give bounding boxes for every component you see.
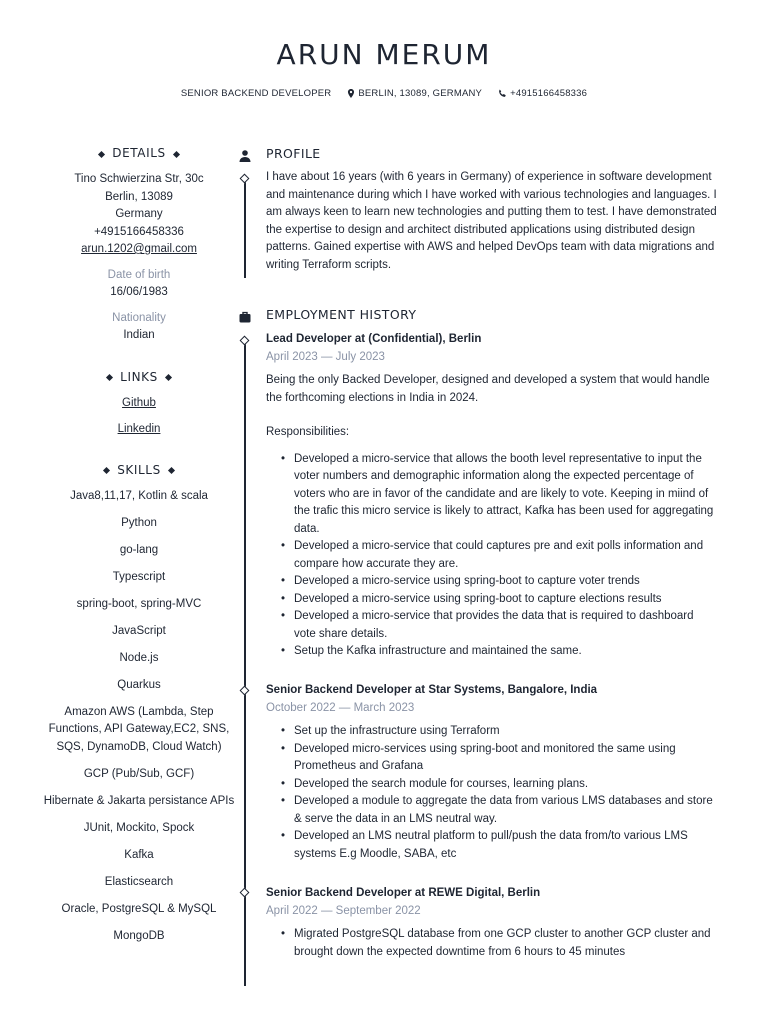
skill-item: GCP (Pub/Sub, GCF) (83, 767, 195, 780)
timeline-knot (240, 174, 250, 184)
skill-item: Node.js (119, 651, 159, 664)
person-icon (238, 149, 252, 163)
address-phone: +4915166458336 (94, 225, 184, 238)
phone (498, 88, 587, 99)
github-link[interactable]: Github (122, 396, 156, 409)
list-item: • Developed a micro-service that provides the data that is required to dashboard vote share details. (294, 608, 718, 643)
list-item: • Developed an LMS neutral platform to pull/push the data from/to various LMS systems E.g Moodle, SABA, etc (294, 828, 718, 863)
email-link[interactable]: arun.1202@gmail.com (81, 243, 197, 255)
skill-item: Amazon AWS (Lambda, Step Functions, API Gateway,EC2, SNS, SQS, DynamoDB, Cloud Watch) (48, 705, 230, 753)
nationality-label: Nationality (112, 311, 166, 324)
dob-label: Date of birth (107, 268, 171, 281)
employment-heading: EMPLOYMENT HISTORY (266, 307, 417, 322)
profile-heading: PROFILE (266, 146, 321, 161)
links-list (40, 395, 238, 439)
job-bullets (266, 926, 718, 961)
skill-item: Typescript (112, 570, 166, 583)
skill-item: Quarkus (117, 678, 161, 691)
job-entry (266, 885, 718, 961)
job-summary: Being the only Backed Developer, designed and developed a system that would handle the forthcoming elections in India in 2024. (266, 374, 710, 404)
details-heading-text: DETAILS (112, 146, 166, 161)
phone-icon (498, 89, 507, 98)
address-line: Tino Schwierzina Str, 30c (74, 173, 204, 185)
job-entry (266, 682, 718, 863)
job-dates: April 2023 — July 2023 (266, 350, 385, 363)
responsibilities-label: Responsibilities: (266, 426, 350, 438)
skill-item: JavaScript (112, 624, 166, 637)
job-bullets (266, 451, 718, 661)
skill-item: Elasticsearch (104, 875, 174, 888)
timeline-knot (240, 686, 250, 696)
skills-heading (40, 463, 238, 479)
job-dates: October 2022 — March 2023 (266, 701, 415, 714)
briefcase-icon (238, 310, 252, 324)
location (347, 88, 482, 99)
skill-item: Python (121, 516, 157, 529)
address-line: Berlin, 13089 (105, 190, 173, 203)
job-title-text: SENIOR BACKEND DEVELOPER (180, 88, 332, 99)
job-title: Lead Developer at (Confidential), Berlin (266, 333, 482, 345)
address-line: Germany (115, 208, 163, 220)
skill-item: go-lang (119, 543, 159, 556)
diamond-icon (165, 374, 172, 381)
job-dates: April 2022 — September 2022 (266, 904, 421, 917)
skill-item: spring-boot, spring-MVC (76, 597, 202, 610)
list-item: • Developed a module to aggregate the data from various LMS databases and store & serve the data in an LMS neutral way. (294, 793, 718, 828)
timeline-line (244, 178, 246, 278)
skill-item: Hibernate & Jakarta persistance APIs (43, 794, 235, 807)
job-entry (266, 331, 718, 661)
links-heading-text: LINKS (120, 369, 158, 384)
skill-item: MongoDB (113, 929, 165, 942)
diamond-icon (168, 467, 175, 474)
job-title: Senior Backend Developer at Star Systems, Bangalore, India (266, 684, 598, 696)
location-pin-icon (347, 89, 355, 98)
linkedin-link[interactable]: Linkedin (117, 423, 161, 435)
list-item: • Migrated PostgreSQL database from one GCP cluster to another GCP cluster and brought down the expected downtime from 6 hours to 45 minutes (294, 926, 718, 961)
skill-item: Oracle, PostgreSQL & MySQL (61, 902, 217, 915)
skill-item: Java8,11,17, Kotlin & scala (70, 489, 208, 502)
list-item: • Developed a micro-service using spring-boot to capture voter trends (294, 573, 718, 591)
diamond-icon (173, 150, 180, 157)
list-item: • Developed the search module for courses, learning plans. (294, 776, 718, 794)
location-text: BERLIN, 13089, GERMANY (358, 88, 483, 99)
job-bullets (266, 723, 718, 863)
candidate-name: ARUN MERUM (276, 38, 492, 71)
job-title (181, 88, 332, 99)
details-heading (40, 146, 238, 162)
header-subline (0, 88, 768, 99)
timeline-knot (240, 336, 250, 346)
list-item: • Setup the Kafka infrastructure and maintained the same. (294, 643, 718, 661)
links-heading (40, 370, 238, 386)
diamond-icon (106, 374, 113, 381)
list-item: • Set up the infrastructure using Terraform (294, 723, 718, 741)
skill-item: JUnit, Mockito, Spock (83, 821, 195, 834)
skills-heading-text: SKILLS (117, 462, 161, 477)
nationality-value: Indian (123, 329, 155, 341)
diamond-icon (103, 467, 110, 474)
list-item: • Developed a micro-service using spring-boot to capture elections results (294, 591, 718, 609)
timeline-knot (240, 888, 250, 898)
job-title: Senior Backend Developer at REWE Digital, Berlin (266, 887, 541, 899)
skills-list (40, 488, 238, 946)
dob-value: 16/06/1983 (110, 286, 168, 298)
list-item: • Developed micro-services using spring-boot and monitored the same using Prometheus and Grafana (294, 741, 718, 776)
phone-text: +4915166458336 (510, 88, 588, 99)
diamond-icon (98, 150, 105, 157)
skill-item: Kafka (124, 848, 154, 861)
profile-text: I have about 16 years (with 6 years in Germany) of experience in software development and maintenance during which I have worked with various technologies and languages. I am always keen to learn new technologies and putting them to test. I have demonstrated the expertise to design and architect distributed applications using distributed design patterns. Gained expertise with AWS and helped DevOps team with data migrations and writing Terraform scripts. (266, 171, 717, 271)
list-item: • Developed a micro-service that could captures pre and exit polls information and compare how accurate they are. (294, 538, 718, 573)
details-block (40, 171, 238, 345)
left-column (40, 146, 238, 955)
list-item: • Developed a micro-service that allows the booth level representative to input the voter numbers and demographic information along the expected percentage of voters who are in favor of the candidate and are likely to vote. Keeping in miind of the trafic this micro service is likely to attract, Kafka has been used for aggregating data. (294, 451, 718, 539)
